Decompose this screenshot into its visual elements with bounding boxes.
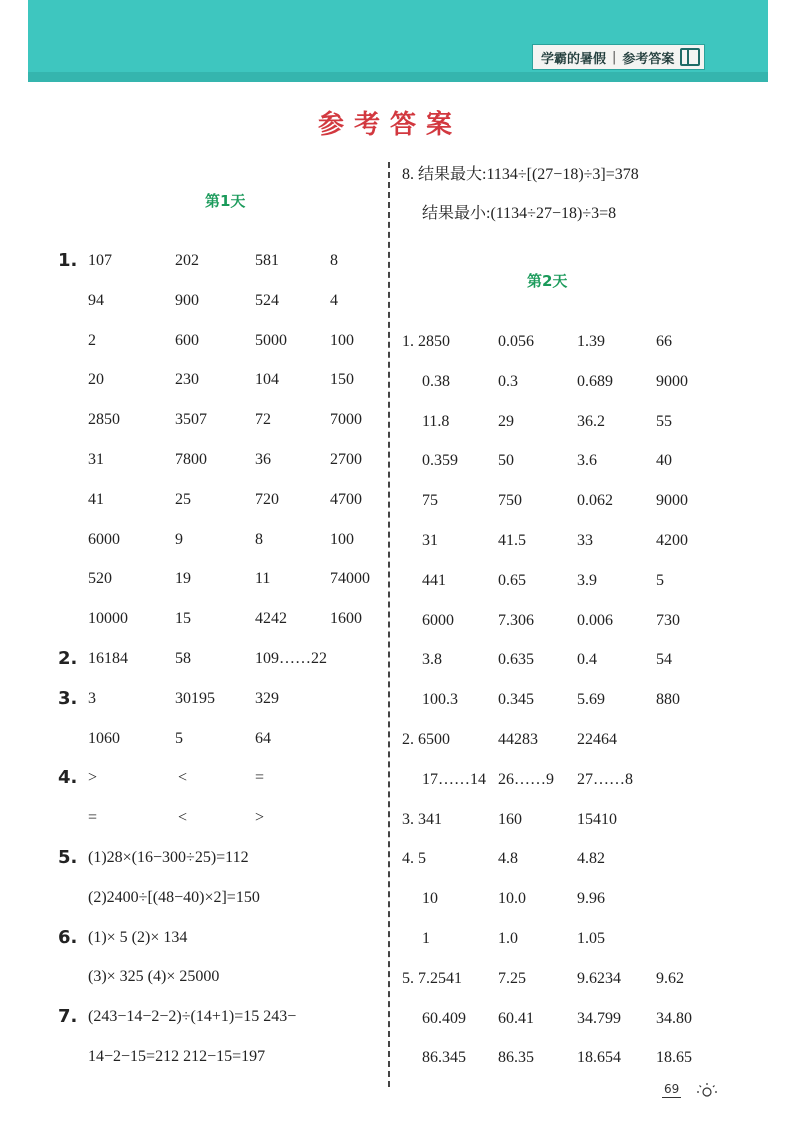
answer-cell: 5 xyxy=(656,571,664,589)
question-number: 3. xyxy=(58,687,78,709)
answer-cell: 10 xyxy=(422,890,438,908)
answer-cell: 6000 xyxy=(422,611,454,629)
answer-cell: 8 xyxy=(330,252,338,269)
answer-cell: 10.0 xyxy=(498,890,526,908)
answer-cell: 5000 xyxy=(255,331,287,349)
answer-row xyxy=(0,844,780,874)
answer-cell: 31 xyxy=(88,451,104,468)
answer-cell: 64 xyxy=(255,729,271,747)
answer-row xyxy=(0,725,780,755)
answer-cell: 58 xyxy=(175,650,191,667)
answer-cell: 41 xyxy=(88,490,104,508)
answer-cell: 7.25 xyxy=(498,969,526,987)
answer-cell: 7000 xyxy=(330,411,362,429)
day-heading: 第1天 xyxy=(205,192,246,210)
answer-cell: 1.39 xyxy=(577,333,605,350)
answer-cell: 3. 341 xyxy=(402,810,442,828)
answer-cell: 9.6234 xyxy=(577,969,621,987)
question-number: 4. xyxy=(58,767,78,789)
answer-cell: 4.82 xyxy=(577,850,605,868)
answer-cell: > xyxy=(88,769,98,787)
answer-cell: 72 xyxy=(255,411,271,429)
answer-cell: 36 xyxy=(255,451,271,468)
answer-cell: 150 xyxy=(330,371,354,389)
answer-cell: 33 xyxy=(577,532,593,549)
answer-cell: 1 xyxy=(422,930,430,947)
question-number: 7. xyxy=(58,1006,78,1028)
answer-cell: 20 xyxy=(88,371,104,389)
answer-cell: 750 xyxy=(498,492,522,510)
header-separator: | xyxy=(612,49,617,65)
section-title: 参考答案 xyxy=(622,51,675,67)
answer-cell: 25 xyxy=(175,490,191,508)
answer-cell: 0.635 xyxy=(498,651,534,669)
answer-cell: 11 xyxy=(255,570,271,588)
answer-cell: 2 xyxy=(88,331,96,349)
answer-cell: 1.05 xyxy=(577,930,605,947)
answer-cell: 4200 xyxy=(656,532,688,549)
answer-cell: 15 xyxy=(175,610,191,628)
answer-cell: 730 xyxy=(656,611,680,629)
answer-cell: 4 xyxy=(330,291,338,309)
answer-cell: 104 xyxy=(255,371,279,389)
answer-cell: 3.9 xyxy=(577,571,597,589)
answer-row xyxy=(0,1043,780,1073)
question-number: 2. xyxy=(58,648,78,669)
answer-cell: 581 xyxy=(255,252,279,269)
answer-cell: 5.69 xyxy=(577,691,605,709)
answer-row xyxy=(0,367,780,397)
answer-cell: 16184 xyxy=(88,650,128,667)
answer-cell: 1. 2850 xyxy=(402,333,450,350)
answer-cell: 60.409 xyxy=(422,1009,466,1027)
answer-cell: 4.8 xyxy=(498,850,518,868)
answer-cell: 34.799 xyxy=(577,1009,621,1027)
answer-cell: = xyxy=(88,809,98,827)
answer-cell: 50 xyxy=(498,452,514,470)
answer-line: 结果最小:(1134÷27−18)÷3=8 xyxy=(422,205,617,222)
answer-cell: 55 xyxy=(656,412,672,430)
answer-cell: 0.689 xyxy=(577,372,613,390)
answer-row xyxy=(0,566,780,596)
question-number: 1. xyxy=(58,250,78,271)
answer-cell: 8 xyxy=(255,530,263,548)
answer-row xyxy=(0,765,780,795)
answer-cell: 441 xyxy=(422,571,446,589)
answer-cell: 720 xyxy=(255,490,279,508)
answer-cell: 109……22 xyxy=(255,650,327,667)
answer-row xyxy=(58,246,388,276)
answer-row xyxy=(0,606,780,636)
question-number: 6. xyxy=(58,926,78,948)
header-label xyxy=(532,44,705,70)
answer-cell: 0.056 xyxy=(498,333,534,350)
answer-line: (1)28×(16−300÷25)=112 xyxy=(88,849,249,866)
answer-cell: 7800 xyxy=(175,451,207,468)
answer-cell: 34.80 xyxy=(656,1009,692,1027)
answer-cell: 44283 xyxy=(498,731,538,748)
answer-cell: 6000 xyxy=(88,530,120,548)
book-title: 学霸的暑假 xyxy=(541,51,607,67)
answer-cell: < xyxy=(178,809,188,827)
answer-cell: 600 xyxy=(175,331,199,349)
answer-cell: 0.345 xyxy=(498,691,534,709)
answer-cell: 41.5 xyxy=(498,532,526,549)
answer-row xyxy=(0,486,780,516)
answer-cell: 94 xyxy=(88,291,104,309)
answer-cell: 9000 xyxy=(656,372,688,390)
answer-cell: 29 xyxy=(498,412,514,430)
answer-cell: 880 xyxy=(656,691,680,709)
answer-cell: 66 xyxy=(656,333,672,350)
answer-line: (2)2400÷[(48−40)×2]=150 xyxy=(88,888,260,906)
answer-cell: 3 xyxy=(88,689,96,707)
answer-cell: 3507 xyxy=(175,411,207,429)
answer-cell: 22464 xyxy=(577,731,617,748)
answer-cell: 202 xyxy=(175,252,199,269)
answer-cell: 5 xyxy=(175,729,183,747)
answer-cell: 3.6 xyxy=(577,452,597,470)
answer-cell: 31 xyxy=(422,532,438,549)
answer-cell: 2850 xyxy=(88,411,120,429)
answer-cell: 10000 xyxy=(88,610,128,628)
answer-cell: 2700 xyxy=(330,451,362,468)
page-number: 69 xyxy=(664,1082,680,1096)
answer-cell: 11.8 xyxy=(422,412,450,430)
answer-cell: 4. 5 xyxy=(402,850,426,868)
answer-cell: 86.35 xyxy=(498,1049,534,1067)
answer-cell: 0.3 xyxy=(498,372,518,390)
answer-line: (3)× 325 (4)× 25000 xyxy=(88,968,220,986)
answer-cell: 75 xyxy=(422,492,438,510)
answer-row xyxy=(0,805,780,835)
answer-cell: 4700 xyxy=(330,490,362,508)
answer-cell: 5. 7.2541 xyxy=(402,969,462,987)
answer-cell: 3.8 xyxy=(422,651,442,669)
answer-cell: 160 xyxy=(498,810,522,828)
answer-cell: > xyxy=(255,809,265,827)
answer-row xyxy=(0,526,780,556)
answer-cell: 30195 xyxy=(175,689,215,707)
answer-cell: < xyxy=(178,769,188,787)
answer-cell: 9 xyxy=(175,530,183,548)
answer-cell: = xyxy=(255,769,265,787)
answer-row xyxy=(0,884,780,914)
answer-cell: 18.65 xyxy=(656,1049,692,1067)
answer-line: 8. 结果最大:1134÷[(27−18)÷3]=378 xyxy=(402,166,639,183)
answer-row xyxy=(58,286,388,316)
day-heading: 第2天 xyxy=(527,272,568,290)
answer-cell: 100 xyxy=(330,530,354,548)
answer-cell: 15410 xyxy=(577,810,617,828)
answer-line: 14−2−15=212 212−15=197 xyxy=(88,1048,266,1065)
answer-cell: 1600 xyxy=(330,610,362,628)
answer-cell: 40 xyxy=(656,452,672,470)
answer-cell: 0.4 xyxy=(577,651,597,669)
answer-cell: 7.306 xyxy=(498,611,534,629)
page-title: 参考答案 xyxy=(317,110,462,140)
answer-cell: 329 xyxy=(255,689,279,707)
answer-cell: 1060 xyxy=(88,729,120,747)
answer-cell: 1.0 xyxy=(498,930,518,947)
answer-row xyxy=(0,446,780,476)
answer-row xyxy=(0,1004,780,1034)
sun-icon xyxy=(696,1082,718,1098)
answer-cell: 74000 xyxy=(330,570,370,588)
answer-cell: 100.3 xyxy=(422,691,458,709)
answer-row xyxy=(0,685,780,715)
answer-cell: 900 xyxy=(175,291,199,309)
answer-cell: 0.65 xyxy=(498,571,526,589)
header-banner-shade xyxy=(28,72,768,82)
answer-cell: 524 xyxy=(255,291,279,309)
answer-cell: 2. 6500 xyxy=(402,731,450,748)
answer-cell: 54 xyxy=(656,651,672,669)
answer-cell: 107 xyxy=(88,252,112,269)
answer-cell: 4242 xyxy=(255,610,287,628)
answer-cell: 230 xyxy=(175,371,199,389)
question-number: 5. xyxy=(58,847,78,868)
answer-row xyxy=(0,924,780,954)
answer-cell: 0.359 xyxy=(422,452,458,470)
answer-cell: 9000 xyxy=(656,492,688,510)
answer-cell: 60.41 xyxy=(498,1009,534,1027)
answer-row xyxy=(0,407,780,437)
answer-cell: 18.654 xyxy=(577,1049,621,1067)
answer-cell: 19 xyxy=(175,570,191,588)
answer-cell: 17……14 xyxy=(422,770,486,788)
answer-cell: 100 xyxy=(330,331,354,349)
answer-cell: 27……8 xyxy=(577,770,633,788)
answer-cell: 0.062 xyxy=(577,492,613,510)
answer-line: (1)× 5 (2)× 134 xyxy=(88,928,188,946)
answer-cell: 9.62 xyxy=(656,969,684,987)
answer-cell: 36.2 xyxy=(577,412,605,430)
answer-cell: 86.345 xyxy=(422,1049,466,1067)
answer-row xyxy=(0,645,780,675)
answer-cell: 0.006 xyxy=(577,611,613,629)
answer-cell: 0.38 xyxy=(422,372,450,390)
answer-row xyxy=(0,327,780,357)
book-icon xyxy=(680,48,700,66)
answer-cell: 26……9 xyxy=(498,770,554,788)
answer-row xyxy=(0,964,780,994)
answer-cell: 9.96 xyxy=(577,890,605,908)
answer-cell: 520 xyxy=(88,570,112,588)
answer-line: (243−14−2−2)÷(14+1)=15 243− xyxy=(88,1008,297,1026)
